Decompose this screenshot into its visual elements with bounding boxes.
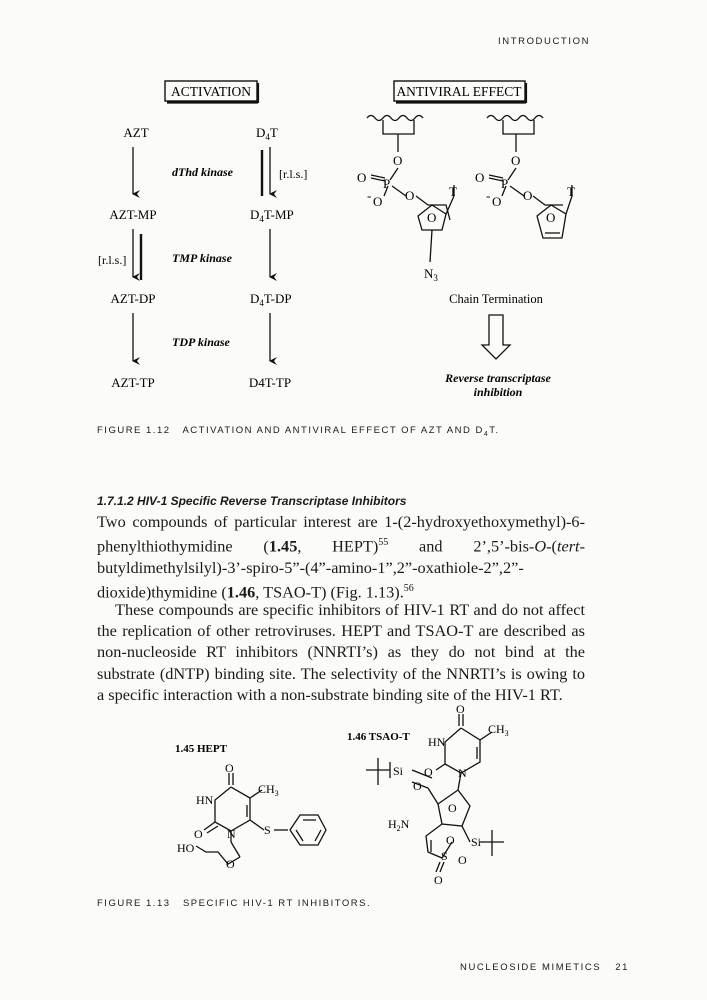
tsao-atom-h2n: $H_2N$ — [388, 817, 410, 833]
figure-1-12-caption: FIGURE 1.12 ACTIVATION AND ANTIVIRAL EFFECT OF AZT AND $D_4T$. — [97, 425, 500, 438]
hept-atom-ch3: $CH_3$ — [258, 782, 279, 798]
section-heading: 1.7.1.2 HIV-1 Specific Reverse Transcriptase Inhibitors — [97, 494, 407, 508]
tdp-kinase-label: TDP kinase — [172, 335, 230, 349]
hept-atom-n: N — [227, 827, 236, 841]
hept-label: 1.45 HEPT — [175, 743, 227, 755]
atom-o-4: O — [405, 188, 415, 203]
minus-1: - — [367, 188, 372, 203]
antiviral-effect-label: ANTIVIRAL EFFECT — [396, 84, 522, 99]
rls-label-2: [r.l.s.] — [279, 167, 308, 181]
tsao-atom-n: N — [458, 766, 467, 780]
atom-o-10: O — [546, 210, 556, 225]
atom-o-8: O — [492, 194, 502, 209]
tsao-atom-ch3: $CH_3$ — [488, 722, 509, 738]
tsao-atom-o-7: O — [434, 873, 443, 887]
tsao-atom-si-2: Si — [471, 835, 482, 849]
atom-o-9: O — [523, 188, 533, 203]
tsao-atom-o-6: O — [458, 853, 467, 867]
tsao-atom-o-1: O — [456, 702, 465, 716]
atom-o-2: O — [357, 170, 367, 185]
running-head: INTRODUCTION — [498, 36, 591, 47]
tsao-t-label: 1.46 TSAO-T — [347, 731, 410, 743]
azt-mp-label: AZT-MP — [109, 207, 157, 222]
atom-o-5: O — [427, 210, 437, 225]
tsao-atom-si-1: Si — [393, 764, 404, 778]
azt-label: AZT — [123, 125, 149, 140]
d4t-tp-label: D4T-TP — [248, 375, 292, 390]
atom-o-6: O — [511, 153, 521, 168]
atom-p-1: P — [383, 176, 391, 191]
page-number: 21 — [615, 962, 630, 973]
tsao-atom-hn: HN — [428, 735, 446, 749]
activation-label: ACTIVATION — [171, 84, 251, 99]
d4t-dp-label: $D_4T-DP$ — [250, 291, 292, 308]
atom-o-7: O — [475, 170, 485, 185]
tsao-atom-o-2: O — [424, 765, 433, 779]
tsao-atom-o-5: O — [446, 833, 455, 847]
atom-t-1: T — [449, 184, 457, 199]
d4t-chain-structure — [487, 116, 572, 239]
tmp-kinase-label: TMP kinase — [172, 251, 232, 265]
tsao-atom-o-3: O — [413, 779, 422, 793]
hept-atom-ho: HO — [177, 841, 195, 855]
hept-atom-hn: HN — [196, 793, 214, 807]
atom-t-2: T — [567, 184, 575, 199]
page-footer — [460, 962, 629, 973]
azt-tp-label: AZT-TP — [111, 375, 155, 390]
rls-label-1: [r.l.s.] — [98, 253, 127, 267]
paragraph-1: Two compounds of particular interest are 1-(2-hydroxyethoxymethyl)-6-phenylthiothymidine (1.45, HEPT)$^{55}$ and 2’,5’-bis-O-(tert-butyldimethylsilyl)-3’-spiro-5”-(4”-amino-1”,2”-oxathiole-2”,2”-dioxide)thymidine (1.46, TSAO-T) (Fig. 1.13).$^{56}$ — [97, 512, 585, 602]
dthd-kinase-label: dThd kinase — [172, 165, 234, 179]
chain-termination-label: Chain Termination — [449, 292, 543, 306]
antiviral-effect-box — [394, 81, 526, 103]
figure-1-13-caption: FIGURE 1.13 SPECIFIC HIV-1 RT INHIBITORS. — [97, 898, 372, 909]
minus-2: - — [486, 188, 491, 203]
outline-down-arrow — [482, 315, 510, 359]
tsao-atom-o-4: O — [448, 801, 457, 815]
atom-n3: $N_3$ — [424, 266, 438, 283]
rt-inhibition-line-2: inhibition — [473, 385, 523, 399]
atom-o-3: O — [373, 194, 383, 209]
atom-p-2: P — [501, 176, 509, 191]
d4t-label: $D_4T$ — [256, 125, 278, 142]
atom-o-1: O — [393, 153, 403, 168]
hept-atom-s: S — [264, 823, 271, 837]
figure-1-13 — [0, 700, 707, 890]
tsao-atom-s: S — [441, 849, 448, 863]
rt-inhibition-line-1: Reverse transcriptase — [445, 371, 551, 385]
azt-dp-label: AZT-DP — [110, 291, 156, 306]
hept-atom-o-2: O — [194, 827, 203, 841]
paragraph-2: These compounds are specific inhibitors of HIV-1 RT and do not affect the replication of other retroviruses. HEPT and TSAO-T are described as non-nucleoside RT inhibitors (NNRTI’s) as they do not bind at the substrate (dNTP) binding site. The selectivity of the NNRTI’s is owing to a specific interaction with a non-substrate binding site of the HIV-1 RT. — [97, 600, 585, 704]
hept-atom-o-1: O — [225, 761, 234, 775]
hept-atom-o-3: O — [226, 857, 235, 871]
footer-title: NUCLEOSIDE MIMETICS — [460, 962, 602, 973]
d4t-mp-label: $D_4T-MP$ — [250, 207, 294, 224]
figure-1-12 — [0, 0, 707, 420]
activation-box — [165, 81, 258, 103]
